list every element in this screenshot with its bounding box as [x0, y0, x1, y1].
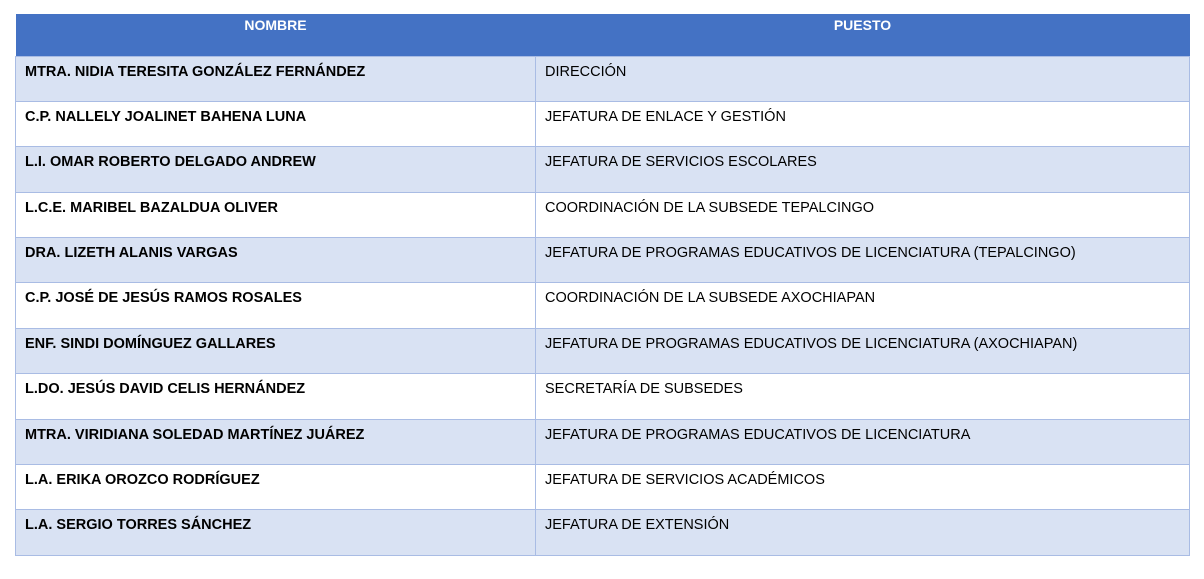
name-cell: L.C.E. MARIBEL BAZALDUA OLIVER	[16, 192, 536, 237]
role-cell: SECRETARÍA DE SUBSEDES	[536, 374, 1190, 419]
table-row	[16, 147, 1190, 192]
header-row	[16, 14, 1190, 56]
role-cell: JEFATURA DE SERVICIOS ESCOLARES	[536, 147, 1190, 192]
table-row	[16, 56, 1190, 101]
role-cell: JEFATURA DE PROGRAMAS EDUCATIVOS DE LICENCIATURA (AXOCHIAPAN)	[536, 328, 1190, 373]
name-cell: MTRA. NIDIA TERESITA GONZÁLEZ FERNÁNDEZ	[16, 56, 536, 101]
role-cell: JEFATURA DE EXTENSIÓN	[536, 510, 1190, 555]
table-row	[16, 238, 1190, 283]
name-cell: C.P. NALLELY JOALINET BAHENA LUNA	[16, 101, 536, 146]
role-cell: JEFATURA DE ENLACE Y GESTIÓN	[536, 101, 1190, 146]
name-cell: L.A. SERGIO TORRES SÁNCHEZ	[16, 510, 536, 555]
role-cell: DIRECCIÓN	[536, 56, 1190, 101]
name-cell: MTRA. VIRIDIANA SOLEDAD MARTÍNEZ JUÁREZ	[16, 419, 536, 464]
name-cell: L.A. ERIKA OROZCO RODRÍGUEZ	[16, 465, 536, 510]
table-row	[16, 283, 1190, 328]
role-cell: COORDINACIÓN DE LA SUBSEDE TEPALCINGO	[536, 192, 1190, 237]
staff-directory-table	[15, 14, 1190, 556]
table-row	[16, 419, 1190, 464]
table-body	[16, 56, 1190, 555]
table-row	[16, 192, 1190, 237]
role-cell: JEFATURA DE SERVICIOS ACADÉMICOS	[536, 465, 1190, 510]
table-header	[16, 14, 1190, 56]
role-cell: COORDINACIÓN DE LA SUBSEDE AXOCHIAPAN	[536, 283, 1190, 328]
header-role: PUESTO	[536, 14, 1190, 56]
table-row	[16, 374, 1190, 419]
table-row	[16, 328, 1190, 373]
role-cell: JEFATURA DE PROGRAMAS EDUCATIVOS DE LICENCIATURA (TEPALCINGO)	[536, 238, 1190, 283]
table-row	[16, 101, 1190, 146]
name-cell: C.P. JOSÉ DE JESÚS RAMOS ROSALES	[16, 283, 536, 328]
name-cell: L.DO. JESÚS DAVID CELIS HERNÁNDEZ	[16, 374, 536, 419]
table-row	[16, 510, 1190, 555]
name-cell: DRA. LIZETH ALANIS VARGAS	[16, 238, 536, 283]
name-cell: L.I. OMAR ROBERTO DELGADO ANDREW	[16, 147, 536, 192]
name-cell: ENF. SINDI DOMÍNGUEZ GALLARES	[16, 328, 536, 373]
role-cell: JEFATURA DE PROGRAMAS EDUCATIVOS DE LICENCIATURA	[536, 419, 1190, 464]
header-name: NOMBRE	[16, 14, 536, 56]
table-row	[16, 465, 1190, 510]
